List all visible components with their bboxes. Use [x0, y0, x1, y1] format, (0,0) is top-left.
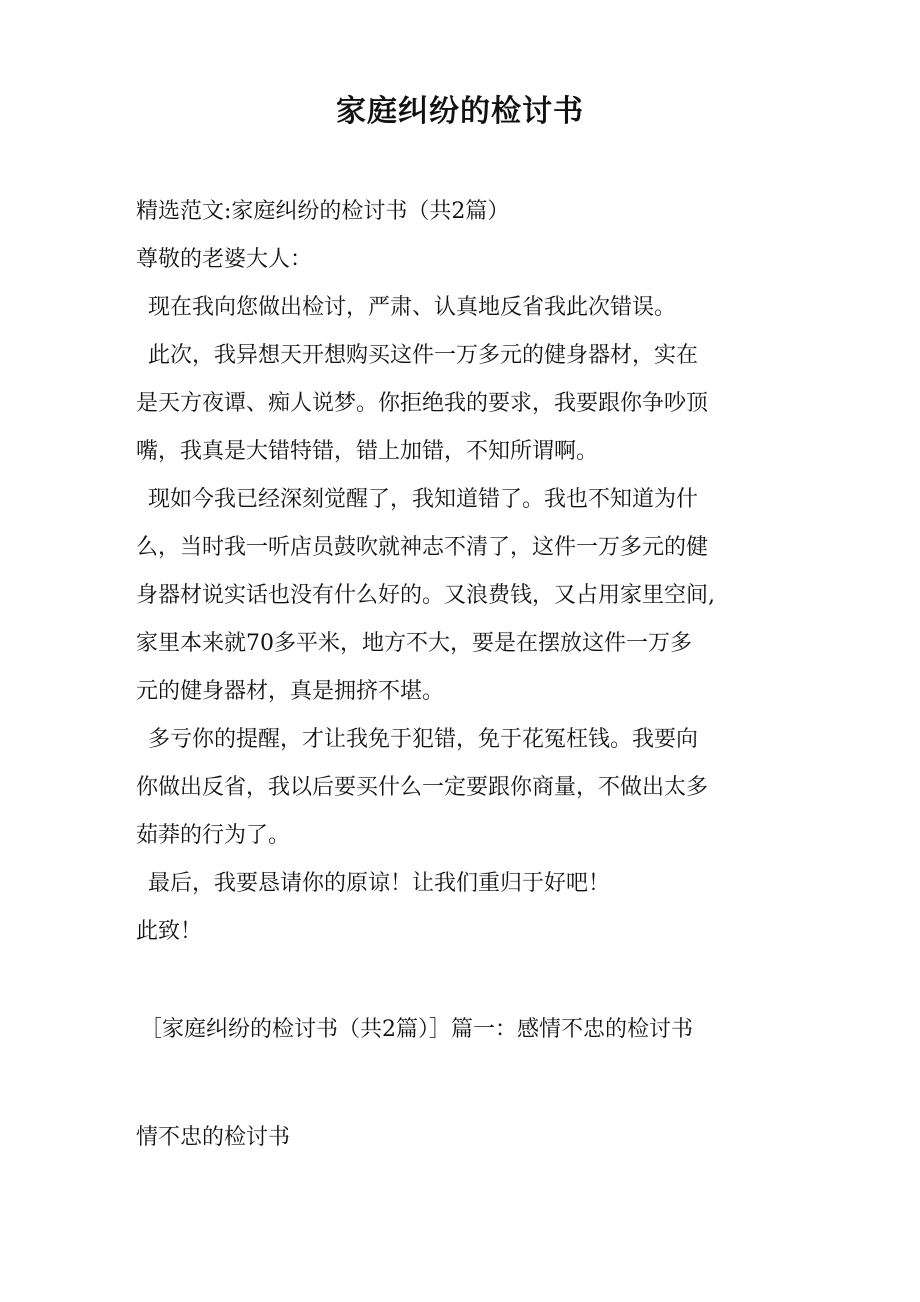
paragraph-line: 现在我向您做出检讨，严肃、认真地反省我此次错误。: [148, 295, 677, 320]
paragraph-line: 你做出反省，我以后要买什么一定要跟你商量，不做出太多: [136, 775, 709, 800]
paragraph-line: 元的健身器材，真是拥挤不堪。: [136, 679, 445, 704]
paragraph-line: 多亏你的提醒，才让我免于犯错，免于花冤枉钱。我要向: [148, 727, 699, 752]
paragraph-line: 家里本来就70多平米，地方不大，要是在摆放这件一万多: [136, 631, 692, 656]
paragraph-line: 现如今我已经深刻觉醒了，我知道错了。我也不知道为什: [148, 487, 699, 512]
section-heading: ［家庭纠纷的检讨书（共2篇）］篇一：感情不忠的检讨书: [140, 1017, 693, 1042]
paragraph-line: 茹莽的行为了。: [136, 823, 291, 848]
closing-line: 此致！: [136, 919, 203, 944]
paragraph-line: 身器材说实话也没有什么好的。又浪费钱，又占用家里空间,: [136, 583, 715, 608]
paragraph-line: 嘴，我真是大错特错，错上加错，不知所谓啊。: [136, 439, 599, 464]
section-subtitle: 情不忠的检讨书: [136, 1125, 291, 1150]
paragraph-line: 此次，我异想天开想购买这件一万多元的健身器材，实在: [148, 343, 699, 368]
paragraph-line: 么，当时我一听店员鼓吹就神志不清了，这件一万多元的健: [136, 535, 709, 560]
salutation-line: 尊敬的老婆大人：: [136, 247, 313, 272]
paragraph-line: 是天方夜谭、痴人说梦。你拒绝我的要求，我要跟你争吵顶: [136, 391, 709, 416]
paragraph-line: 最后，我要恳请你的原谅！让我们重归于好吧！: [148, 871, 611, 896]
document-title: 家庭纠纷的检讨书: [336, 94, 584, 129]
intro-line: 精选范文:家庭纠纷的检讨书（共2篇）: [136, 199, 510, 224]
